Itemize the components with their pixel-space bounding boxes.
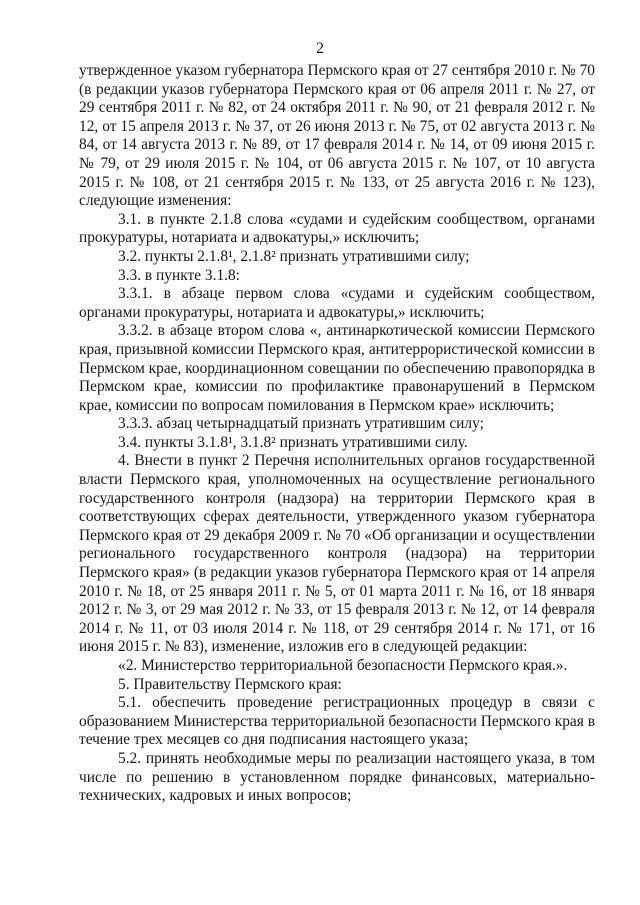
paragraph: 3.1. в пункте 2.1.8 слова «судами и судейским сообществом, органами прокуратуры, нотариата и адвокатуры,» исключить; — [79, 210, 595, 247]
paragraph: 3.3.3. абзац четырнадцатый признать утратившим силу; — [118, 415, 484, 433]
paragraph: утвержденное указом губернатора Пермского края от 27 сентября 2010 г. № 70 (в редакции указов губернатора Пермского края от 06 апреля 2011 г. № 27, от 29 сентября 2011 г. № 82, от 24 октября 2011 г. № 90, от 21 февраля 2012 г. № 12, от 15 апреля 2013 г. № 37, от 26 июня 2013 г. № 75, от 02 августа 2013 г. № 84, от 14 августа 2013 г. № 89, от 17 февраля 2014 г. № 14, от 09 июня 2015 г. № 79, от 29 июля 2015 г. № 104, от 06 августа 2015 г. № 107, от 10 августа 2015 г. № 108, от 21 сентября 2015 г. № 133, от 25 августа 2016 г. № 123), следующие изменения: — [79, 62, 595, 210]
paragraph: 5. Правительству Пермского края: — [118, 675, 342, 693]
paragraph: 3.2. пункты 2.1.8¹, 2.1.8² признать утратившими силу; — [118, 247, 470, 265]
page-number: 2 — [316, 40, 324, 57]
paragraph: 3.4. пункты 3.1.8¹, 3.1.8² признать утратившими силу. — [118, 433, 468, 451]
paragraph: «2. Министерство территориальной безопасности Пермского края.». — [118, 657, 568, 674]
paragraph: 5.2. принять необходимые меры по реализации настоящего указа, в том числе по решению в установленном порядке финансовых, материально-технических, кадровых и иных вопросов; — [79, 749, 595, 805]
paragraph: 4. Внести в пункт 2 Перечня исполнительных органов государственной власти Пермского края, уполномоченных на осуществление регионального государственного контроля (надзора) на территории Пермского края в соответствующих сферах деятельности, утвержденного указом губернатора Пермского края от 29 декабря 2009 г. № 70 «Об организации и осуществлении регионального государственного контроля (надзора) на территории Пермского края» (в редакции указов губернатора Пермского края от 14 апреля 2010 г. № 18, от 25 января 2011 г. № 5, от 01 марта 2011 г. № 16, от 18 января 2012 г. № 3, от 29 мая 2012 г. № 33, от 15 февраля 2013 г. № 12, от 14 февраля 2014 г. № 11, от 03 июля 2014 г. № 118, от 29 сентября 2014 г. № 171, от 16 июня 2015 г. № 83), изменение, изложив его в следующей редакции: — [79, 452, 595, 656]
paragraph: 5.1. обеспечить проведение регистрационных процедур в связи с образованием Министерства территориальной безопасности Пермского края в течение трех месяцев со дня подписания настоящего указа; — [79, 694, 595, 749]
paragraph: 3.3.2. в абзаце втором слова «, антинаркотической комиссии Пермского края, призывной комиссии Пермского края, антитеррористической комиссии в Пермском крае, координационном совещании по обеспечению правопорядка в Пермском крае, комиссии по профилактике правонарушений в Пермском крае, комиссии по вопросам помилования в Пермском крае» исключить; — [79, 322, 595, 414]
paragraph: 3.3. в пункте 3.1.8: — [118, 266, 240, 284]
paragraph: 3.3.1. в абзаце первом слова «судами и судейским сообществом, органами прокуратуры, нотариата и адвокатуры,» исключить; — [79, 285, 595, 321]
document-body — [79, 62, 595, 806]
